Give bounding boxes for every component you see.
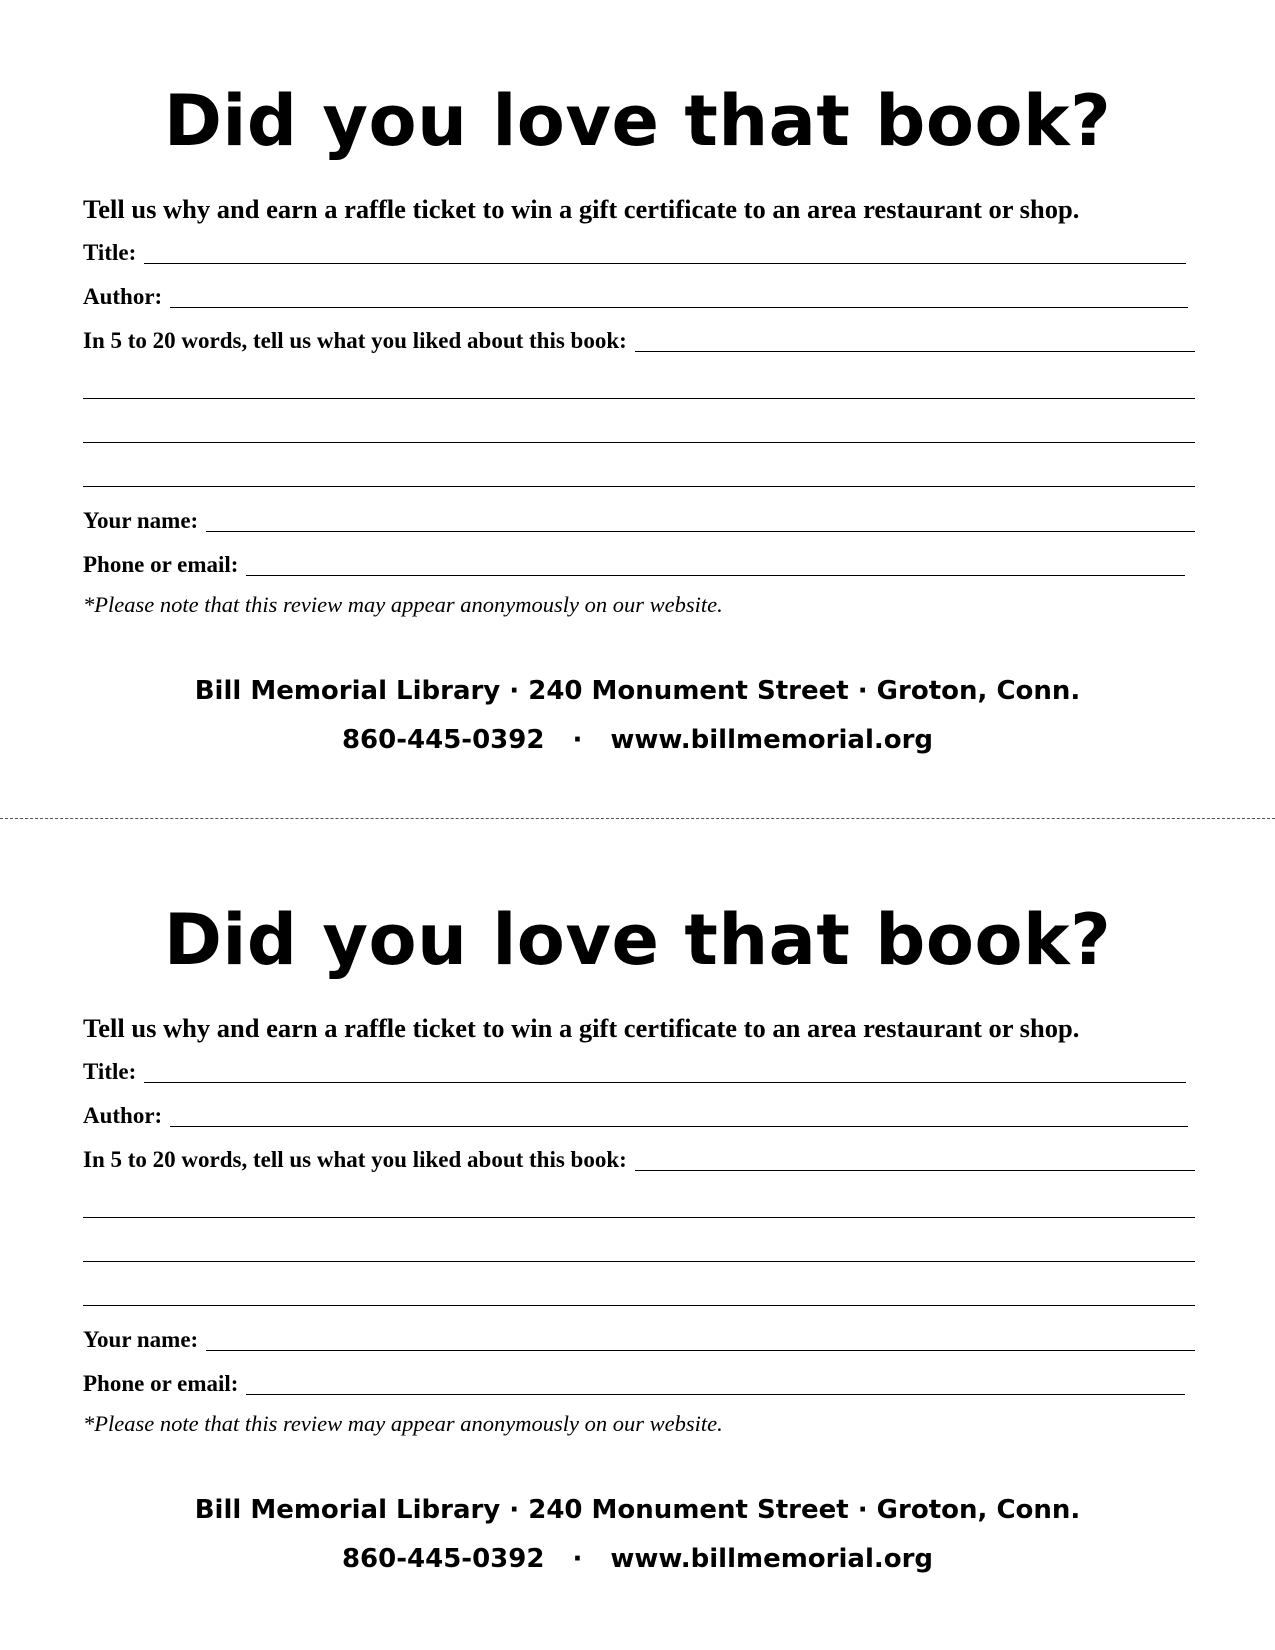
author-blank-line[interactable] — [170, 281, 1188, 308]
author-field[interactable] — [83, 278, 1188, 312]
name-label: Your name: — [83, 508, 199, 533]
liked-blank-line[interactable] — [635, 1144, 1195, 1171]
liked-extra-line-3[interactable] — [83, 1305, 1195, 1306]
liked-label: In 5 to 20 words, tell us what you liked about this book: — [83, 1147, 627, 1172]
library-phone: 860-445-0392 — [341, 1544, 545, 1574]
title-label: Title: — [83, 240, 137, 265]
name-field[interactable] — [83, 502, 1195, 536]
liked-extra-line-1[interactable] — [83, 398, 1195, 399]
liked-field[interactable] — [83, 322, 1195, 356]
form-headline: Did you love that book? — [163, 899, 1112, 981]
library-address: Bill Memorial Library · 240 Monument Street · Groton, Conn. — [194, 1495, 1081, 1525]
author-field[interactable] — [83, 1097, 1188, 1131]
title-field[interactable] — [83, 1053, 1186, 1087]
liked-field[interactable] — [83, 1141, 1195, 1175]
contact-field[interactable] — [83, 546, 1185, 580]
library-contact — [0, 723, 1275, 757]
name-blank-line[interactable] — [206, 1324, 1195, 1351]
library-phone: 860-445-0392 — [341, 725, 545, 755]
title-blank-line[interactable] — [144, 237, 1186, 264]
form-intro: Tell us why and earn a raffle ticket to win a gift certificate to an area restaurant or shop. — [83, 1013, 1080, 1043]
author-label: Author: — [83, 1103, 163, 1128]
name-field[interactable] — [83, 1321, 1195, 1355]
author-label: Author: — [83, 284, 163, 309]
title-field[interactable] — [83, 234, 1186, 268]
contact-blank-line[interactable] — [246, 1368, 1185, 1395]
privacy-note: *Please note that this review may appear anonymously on our website. — [83, 592, 723, 617]
title-blank-line[interactable] — [144, 1056, 1186, 1083]
liked-blank-line[interactable] — [635, 325, 1195, 352]
name-label: Your name: — [83, 1327, 199, 1352]
name-blank-line[interactable] — [206, 505, 1195, 532]
contact-separator: · — [572, 725, 583, 755]
library-contact — [0, 1542, 1275, 1576]
contact-field[interactable] — [83, 1365, 1185, 1399]
liked-extra-line-3[interactable] — [83, 486, 1195, 487]
library-website[interactable]: www.billmemorial.org — [610, 1544, 934, 1574]
library-address: Bill Memorial Library · 240 Monument Street · Groton, Conn. — [194, 676, 1081, 706]
form-intro: Tell us why and earn a raffle ticket to win a gift certificate to an area restaurant or shop. — [83, 194, 1080, 224]
privacy-note: *Please note that this review may appear anonymously on our website. — [83, 1411, 723, 1436]
title-label: Title: — [83, 1059, 137, 1084]
author-blank-line[interactable] — [170, 1100, 1188, 1127]
liked-extra-line-2[interactable] — [83, 442, 1195, 443]
contact-label: Phone or email: — [83, 1371, 239, 1396]
contact-blank-line[interactable] — [246, 549, 1185, 576]
contact-separator: · — [572, 1544, 583, 1574]
review-form-top — [0, 0, 1275, 800]
liked-extra-line-2[interactable] — [83, 1261, 1195, 1262]
library-website[interactable]: www.billmemorial.org — [610, 725, 934, 755]
liked-label: In 5 to 20 words, tell us what you liked about this book: — [83, 328, 627, 353]
form-headline: Did you love that book? — [163, 80, 1112, 162]
contact-label: Phone or email: — [83, 552, 239, 577]
liked-extra-line-1[interactable] — [83, 1217, 1195, 1218]
review-form-bottom — [0, 819, 1275, 1619]
